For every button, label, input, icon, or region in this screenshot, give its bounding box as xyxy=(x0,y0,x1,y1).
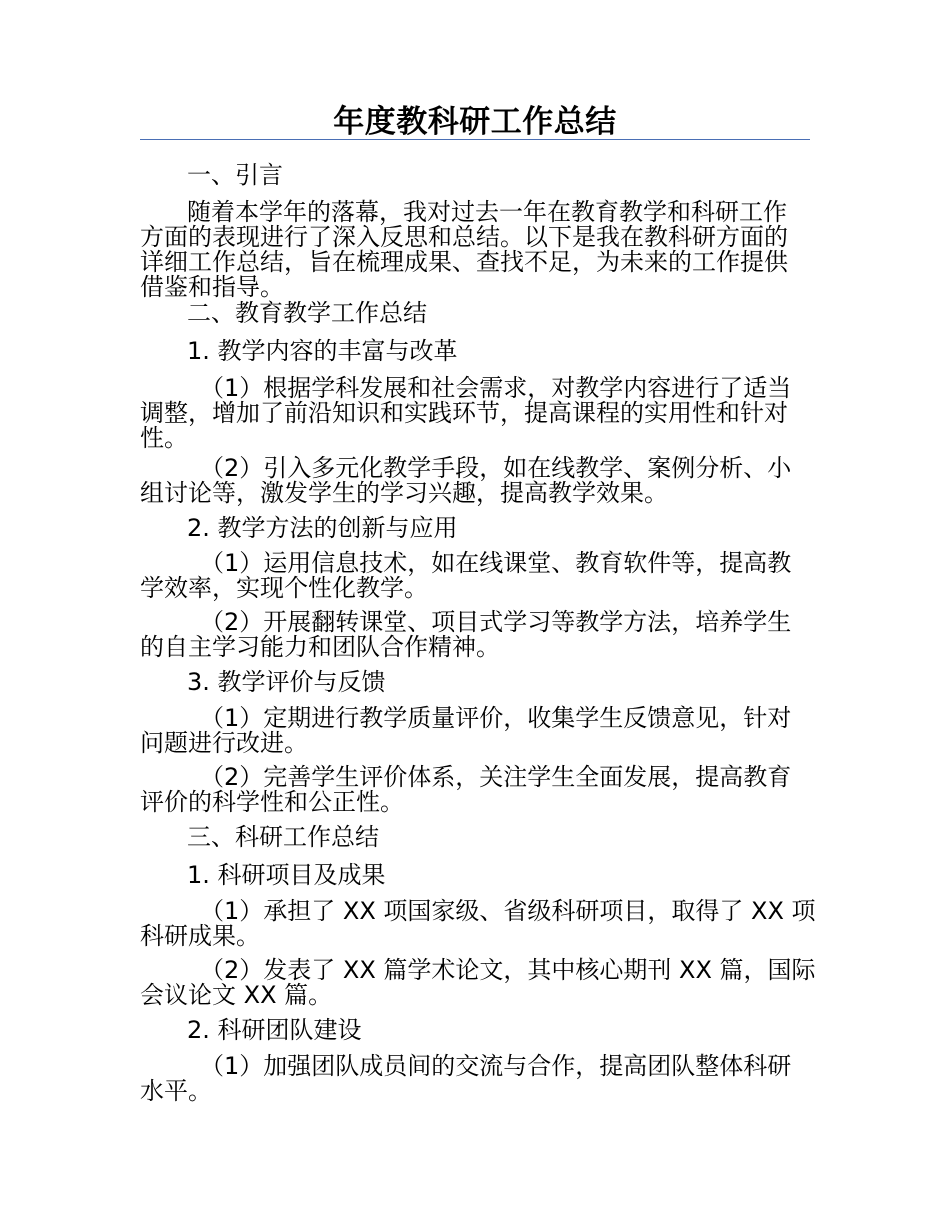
paragraph-line: 组讨论等，激发学生的学习兴趣，提高教学效果。 xyxy=(140,479,668,507)
subsection-heading-evaluation: 3. 教学评价与反馈 xyxy=(187,668,386,696)
paragraph-line: （1）根据学科发展和社会需求，对教学内容进行了适当 xyxy=(200,374,792,402)
paragraph-line: （1）加强团队成员间的交流与合作，提高团队整体科研 xyxy=(200,1052,792,1080)
paragraph-line: 借鉴和指导。 xyxy=(140,273,284,301)
paragraph-line: （2）发表了 XX 篇学术论文，其中核心期刊 XX 篇，国际 xyxy=(200,956,816,984)
paragraph-line: 科研成果。 xyxy=(140,922,260,950)
paragraph-evaluation-1 xyxy=(140,706,810,756)
paragraph-methods-2 xyxy=(140,610,810,660)
paragraph-line: 的自主学习能力和团队合作精神。 xyxy=(140,633,500,661)
paragraph-line: 学效率，实现个性化教学。 xyxy=(140,574,428,602)
paragraph-line: 会议论文 XX 篇。 xyxy=(140,981,333,1009)
paragraph-line: 随着本学年的落幕，我对过去一年在教育教学和科研工作 xyxy=(187,198,787,226)
paragraph-line: 问题进行改进。 xyxy=(140,729,308,757)
paragraph-line: 性。 xyxy=(140,424,188,452)
paragraph-team-1 xyxy=(140,1054,810,1104)
paragraph-line: （2）引入多元化教学手段，如在线教学、案例分析、小 xyxy=(200,454,792,482)
paragraph-line: （1）定期进行教学质量评价，收集学生反馈意见，针对 xyxy=(200,704,792,732)
section-heading-teaching: 二、教育教学工作总结 xyxy=(187,299,427,327)
paragraph-line: 水平。 xyxy=(140,1077,212,1105)
paragraph-line: 评价的科学性和公正性。 xyxy=(140,788,404,816)
subsection-heading-team: 2. 科研团队建设 xyxy=(187,1016,362,1044)
paragraph-line: （1）承担了 XX 项国家级、省级科研项目，取得了 XX 项 xyxy=(200,897,816,925)
document-title: 年度教科研工作总结 xyxy=(333,104,617,140)
title-underline xyxy=(140,139,810,140)
paragraph-intro xyxy=(140,200,810,300)
subsection-heading-content: 1. 教学内容的丰富与改革 xyxy=(187,337,458,365)
paragraph-line: （2）完善学生评价体系，关注学生全面发展，提高教育 xyxy=(200,763,792,791)
paragraph-content-1 xyxy=(140,376,810,451)
paragraph-line: 调整，增加了前沿知识和实践环节，提高课程的实用性和针对 xyxy=(140,399,788,427)
paragraph-evaluation-2 xyxy=(140,765,810,815)
paragraph-projects-1 xyxy=(140,897,816,950)
paragraph-line: （2）开展翻转课堂、项目式学习等教学方法，培养学生 xyxy=(200,608,792,636)
section-heading-research: 三、科研工作总结 xyxy=(187,823,379,851)
section-heading-intro: 一、引言 xyxy=(187,161,283,189)
paragraph-line: 详细工作总结，旨在梳理成果、查找不足，为未来的工作提供 xyxy=(140,248,788,276)
paragraph-content-2 xyxy=(140,456,810,506)
paragraph-line: （1）运用信息技术，如在线课堂、教育软件等，提高教 xyxy=(200,549,792,577)
subsection-heading-methods: 2. 教学方法的创新与应用 xyxy=(187,514,458,542)
subsection-heading-projects: 1. 科研项目及成果 xyxy=(187,861,386,889)
paragraph-projects-2 xyxy=(140,956,816,1009)
paragraph-line: 方面的表现进行了深入反思和总结。以下是我在教科研方面的 xyxy=(140,223,788,251)
paragraph-methods-1 xyxy=(140,551,810,601)
